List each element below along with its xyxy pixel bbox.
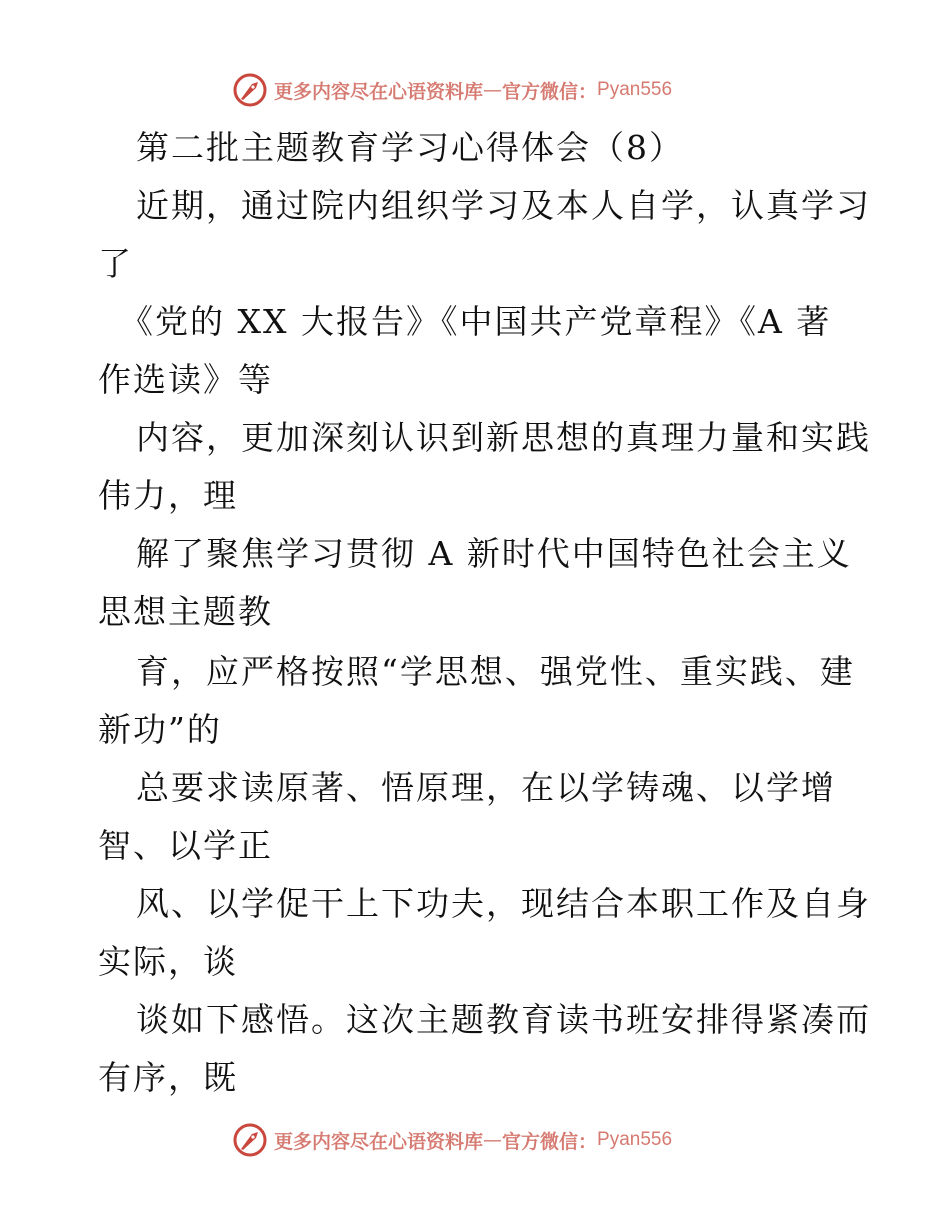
body-line: 实际，谈	[98, 942, 238, 981]
watermark-main-text: 更多内容尽在心语资料库	[274, 1130, 484, 1153]
pen-nib-logo-icon	[232, 72, 268, 108]
body-line: 了	[98, 244, 133, 283]
body-line: 育，应严格按照“学思想、强党性、重实践、建	[136, 652, 855, 691]
header-watermark	[232, 70, 672, 110]
body-line: 总要求读原著、悟原理，在以学铸魂、以学增	[136, 768, 836, 807]
body-line: 解了聚焦学习贯彻 A 新时代中国特色社会主义	[136, 534, 852, 573]
body-line: 近期，通过院内组织学习及本人自学，认真学习	[136, 186, 871, 225]
watermark-separator: —	[483, 79, 503, 101]
body-line: 有序，既	[98, 1058, 238, 1097]
body-line: 内容，更加深刻认识到新思想的真理力量和实践	[136, 418, 871, 457]
watermark-separator: —	[483, 1129, 503, 1151]
body-line: 新功”的	[98, 710, 222, 749]
watermark-wechat-id: Pyan556	[597, 79, 673, 100]
watermark-wechat-id: Pyan556	[597, 1129, 673, 1150]
document-title: 第二批主题教育学习心得体会（8）	[136, 128, 684, 167]
pen-nib-logo-icon	[232, 1122, 268, 1158]
footer-watermark	[232, 1120, 672, 1160]
body-line: 《党的 XX 大报告》《中国共产党章程》《A 著	[120, 302, 832, 341]
watermark-wechat-label: 官方微信：	[502, 1130, 598, 1153]
body-line: 风、以学促干上下功夫，现结合本职工作及自身	[136, 884, 871, 923]
body-line: 思想主题教	[98, 592, 273, 631]
body-line: 伟力，理	[98, 476, 238, 515]
watermark-main-text: 更多内容尽在心语资料库	[274, 80, 484, 103]
watermark-wechat-label: 官方微信：	[502, 80, 598, 103]
body-line: 作选读》等	[98, 360, 273, 399]
body-line: 智、以学正	[98, 826, 273, 865]
body-line: 谈如下感悟。这次主题教育读书班安排得紧凑而	[136, 1000, 871, 1039]
